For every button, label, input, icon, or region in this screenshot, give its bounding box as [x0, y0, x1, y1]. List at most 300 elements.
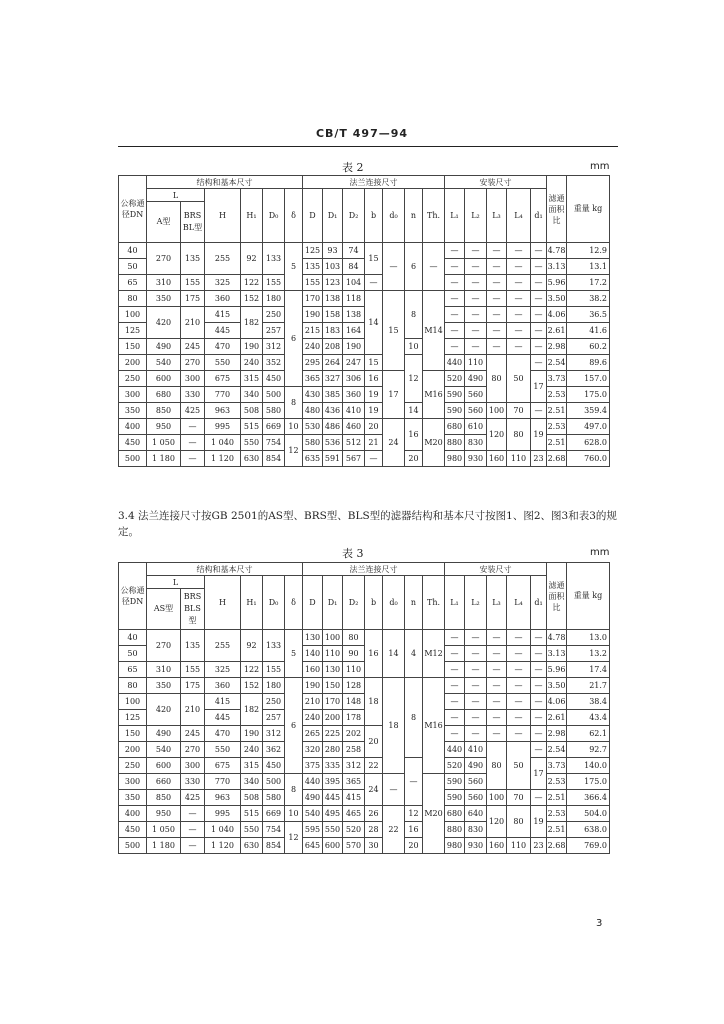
table-cell: 13.2	[567, 646, 610, 662]
table-cell: 950	[147, 419, 181, 435]
table-cell: 3.50	[547, 678, 567, 694]
col-header: L₃	[487, 576, 507, 630]
table2-table	[118, 175, 610, 467]
table-cell: 300	[181, 758, 205, 774]
table-cell: 570	[343, 838, 365, 854]
table-cell: 440	[303, 774, 323, 790]
table-cell: 880	[445, 435, 465, 451]
group-install: 安装尺寸	[445, 176, 547, 189]
table-cell: 590	[445, 403, 465, 419]
table-cell: —	[507, 630, 531, 646]
table-cell: 425	[181, 790, 205, 806]
col-header: b	[365, 189, 383, 243]
table-cell: —	[181, 419, 205, 435]
dn-header: 公称通径DN	[119, 176, 147, 243]
table-cell: 133	[263, 630, 285, 662]
table-cell: 16	[405, 822, 423, 838]
table-cell: 4.06	[547, 694, 567, 710]
table-cell: 680	[445, 419, 465, 435]
l-b-header: BRS BLS型	[181, 589, 205, 630]
table-cell: 2.51	[547, 435, 567, 451]
table-cell: 202	[343, 726, 365, 742]
table-cell: 19	[531, 806, 547, 838]
table-cell: 19	[365, 403, 383, 419]
table-cell: —	[487, 646, 507, 662]
weight-header: 重量 kg	[567, 563, 610, 630]
table-cell: 80	[507, 806, 531, 838]
table-cell: 445	[323, 790, 343, 806]
table-cell: 270	[181, 742, 205, 758]
table-cell: 630	[241, 451, 263, 467]
table-cell: 520	[445, 758, 465, 774]
table-cell: —	[465, 275, 487, 291]
table-cell: 15	[365, 243, 383, 275]
col-header: n	[405, 576, 423, 630]
table-row	[119, 403, 610, 419]
table-cell: 92	[241, 630, 263, 662]
table-cell: 550	[205, 742, 241, 758]
area-header: 滤通面积比	[547, 176, 567, 243]
table-cell: 365	[343, 774, 365, 790]
table-cell: —	[507, 323, 531, 339]
table-cell: —	[531, 291, 547, 307]
table-cell: 40	[119, 630, 147, 646]
table-cell: 138	[343, 307, 365, 323]
table-cell: 16	[365, 630, 383, 678]
table-cell: 15	[383, 291, 405, 371]
table-row	[119, 419, 610, 435]
col-header: L₃	[487, 189, 507, 243]
table-cell: 50	[119, 646, 147, 662]
table-cell: 504.0	[567, 806, 610, 822]
table-cell: 150	[119, 339, 147, 355]
table-cell: 500	[119, 838, 147, 854]
col-header: Th.	[423, 576, 445, 630]
table-cell: 1 040	[205, 435, 241, 451]
table-row	[119, 678, 610, 694]
table-cell: 362	[263, 742, 285, 758]
table-cell: 335	[323, 758, 343, 774]
table-cell: 135	[303, 259, 323, 275]
table-cell: —	[465, 662, 487, 678]
table-cell: 770	[205, 387, 241, 403]
table-cell: 2.61	[547, 710, 567, 726]
table-cell: 550	[323, 822, 343, 838]
table-cell: 1 120	[205, 838, 241, 854]
table-row	[119, 307, 610, 323]
table-cell: —	[487, 291, 507, 307]
table-cell: —	[507, 307, 531, 323]
table-cell: 680	[445, 806, 465, 822]
table-row	[119, 742, 610, 758]
table-cell: 175.0	[567, 774, 610, 790]
l-b-header: BRS BL型	[181, 202, 205, 243]
col-header: d₀	[383, 576, 405, 630]
table-cell: 350	[147, 291, 181, 307]
table-cell: —	[531, 630, 547, 646]
table-cell: —	[531, 662, 547, 678]
table-cell: 13.0	[567, 630, 610, 646]
table-cell: 164	[343, 323, 365, 339]
table-cell: 22	[365, 758, 383, 774]
table-cell: 325	[205, 662, 241, 678]
table-cell: —	[507, 339, 531, 355]
table-cell: 486	[323, 419, 343, 435]
table-cell: —	[487, 339, 507, 355]
table-cell: 182	[241, 307, 263, 339]
table-row	[119, 790, 610, 806]
l-header: L	[147, 576, 205, 589]
table-cell: M20	[423, 419, 445, 467]
table-cell: 680	[147, 387, 181, 403]
table-cell: 590	[445, 774, 465, 790]
col-header: D₀	[263, 189, 285, 243]
table-cell: 3.73	[547, 371, 567, 387]
col-header: D₁	[323, 189, 343, 243]
table2-unit: mm	[590, 161, 610, 172]
table-cell: 19	[531, 419, 547, 451]
table-cell: 995	[205, 806, 241, 822]
table-cell: 100	[119, 307, 147, 323]
table-cell: 250	[263, 307, 285, 323]
table-cell: 24	[383, 419, 405, 467]
table-cell: 350	[147, 678, 181, 694]
table-cell: —	[507, 291, 531, 307]
table-cell: —	[487, 259, 507, 275]
table-cell: 3.73	[547, 758, 567, 774]
table-cell: M20	[423, 774, 445, 854]
table-cell: —	[487, 630, 507, 646]
table-cell: —	[445, 259, 465, 275]
table-cell: —	[445, 678, 465, 694]
col-header: L₁	[445, 189, 465, 243]
table-cell: 315	[241, 371, 263, 387]
table-cell: 497.0	[567, 419, 610, 435]
table-row	[119, 806, 610, 822]
table-cell: 10	[285, 806, 303, 822]
table-cell: 50	[507, 742, 531, 790]
table-cell: 520	[343, 822, 365, 838]
table-cell: 14	[365, 291, 383, 355]
l-a-header: AS型	[147, 589, 181, 630]
table-cell: 17.2	[567, 275, 610, 291]
table-cell: —	[531, 694, 547, 710]
table-cell: 560	[465, 403, 487, 419]
table-cell: 135	[181, 630, 205, 662]
table-cell: —	[487, 275, 507, 291]
table-cell: —	[531, 726, 547, 742]
weight-header: 重量 kg	[567, 176, 610, 243]
table-cell: 536	[323, 435, 343, 451]
table-cell: 300	[119, 774, 147, 790]
table-cell: —	[465, 259, 487, 275]
table-cell: 450	[263, 371, 285, 387]
col-header: Th.	[423, 189, 445, 243]
table-cell: 50	[507, 355, 531, 403]
table-cell: 645	[303, 838, 323, 854]
table-row	[119, 758, 610, 774]
table-cell: 312	[343, 758, 365, 774]
table-cell: 152	[241, 678, 263, 694]
table-cell: —	[465, 323, 487, 339]
table-cell: 850	[147, 790, 181, 806]
table-cell: 257	[263, 710, 285, 726]
table-cell: 190	[303, 678, 323, 694]
col-header: D₀	[263, 576, 285, 630]
table-cell: 240	[303, 710, 323, 726]
table-cell: 15	[365, 355, 383, 371]
table-cell: 628.0	[567, 435, 610, 451]
table-cell: 520	[445, 371, 465, 387]
table-row	[119, 451, 610, 467]
table-cell: 12.9	[567, 243, 610, 259]
table-cell: —	[465, 307, 487, 323]
table-cell: 675	[205, 371, 241, 387]
table-cell: 110	[507, 838, 531, 854]
table-cell: 2.51	[547, 403, 567, 419]
table-cell: 4.78	[547, 630, 567, 646]
table-cell: 12	[285, 435, 303, 467]
table-cell: —	[405, 758, 423, 806]
table-cell: 470	[205, 726, 241, 742]
table-cell: 395	[323, 774, 343, 790]
table-cell: 440	[445, 355, 465, 371]
table-cell: —	[365, 275, 383, 291]
table-cell: 100	[323, 630, 343, 646]
table-cell: 100	[119, 694, 147, 710]
table-cell: 3.13	[547, 259, 567, 275]
table-cell: —	[445, 646, 465, 662]
table-cell: 13.1	[567, 259, 610, 275]
table-cell: 23	[531, 838, 547, 854]
col-header: H₁	[241, 576, 263, 630]
table-cell: 175	[181, 678, 205, 694]
table-cell: 93	[323, 243, 343, 259]
table-cell: 312	[263, 339, 285, 355]
page-number: 3	[596, 918, 603, 929]
table-cell: —	[445, 710, 465, 726]
table-cell: 12	[405, 806, 423, 822]
table-cell: 160	[487, 838, 507, 854]
table-cell: 352	[263, 355, 285, 371]
table-cell: 590	[445, 387, 465, 403]
table-cell: —	[507, 243, 531, 259]
table-cell: —	[531, 742, 547, 758]
table-cell: 38.4	[567, 694, 610, 710]
table-cell: 560	[465, 387, 487, 403]
table-cell: 508	[241, 790, 263, 806]
table-cell: M14	[423, 291, 445, 371]
table-cell: 2.51	[547, 822, 567, 838]
group-install: 安装尺寸	[445, 563, 547, 576]
table-cell: 138	[323, 291, 343, 307]
table-cell: —	[465, 646, 487, 662]
table-cell: 90	[343, 646, 365, 662]
table-cell: —	[445, 694, 465, 710]
table-cell: 410	[465, 742, 487, 758]
table-cell: 560	[465, 790, 487, 806]
document-header: CB/T 497—94	[315, 127, 409, 140]
table-row	[119, 291, 610, 307]
table-cell: 490	[303, 790, 323, 806]
table-cell: 24	[365, 774, 383, 806]
col-header: H	[205, 189, 241, 243]
table-cell: M16	[423, 371, 445, 419]
table-cell: 310	[147, 662, 181, 678]
table-cell: 754	[263, 822, 285, 838]
table-cell: 255	[205, 630, 241, 662]
table-cell: 150	[119, 726, 147, 742]
table-cell: 123	[323, 275, 343, 291]
table-cell: 465	[343, 806, 365, 822]
table-cell: —	[445, 307, 465, 323]
table-cell: 8	[405, 291, 423, 339]
table-cell: 1 180	[147, 838, 181, 854]
table-cell: —	[445, 339, 465, 355]
table-cell: 500	[263, 387, 285, 403]
table-cell: 1 180	[147, 451, 181, 467]
l-header: L	[147, 189, 205, 202]
table-cell: 190	[303, 307, 323, 323]
table-cell: 258	[343, 742, 365, 758]
table-cell: 340	[241, 387, 263, 403]
table-cell: 310	[147, 275, 181, 291]
table-cell: 445	[205, 323, 241, 339]
table-cell: 2.54	[547, 355, 567, 371]
table-cell: 1 120	[205, 451, 241, 467]
table-cell: 140.0	[567, 758, 610, 774]
table-cell: 769.0	[567, 838, 610, 854]
table-cell: 120	[487, 806, 507, 838]
table-cell: 264	[323, 355, 343, 371]
table-cell: —	[507, 694, 531, 710]
table-cell: 8	[285, 387, 303, 419]
col-header: D₂	[343, 576, 365, 630]
table-cell: 295	[303, 355, 323, 371]
table-cell: 3.50	[547, 291, 567, 307]
table2-caption: 表 2	[342, 161, 364, 174]
table-cell: —	[531, 710, 547, 726]
table-cell: 270	[147, 243, 181, 275]
table-cell: 22	[383, 806, 405, 854]
table-row	[119, 726, 610, 742]
table-cell: 415	[343, 790, 365, 806]
table-cell: 118	[343, 291, 365, 307]
table-cell: 830	[465, 822, 487, 838]
table-cell: 425	[181, 403, 205, 419]
table-cell: 65	[119, 275, 147, 291]
table-cell: —	[445, 630, 465, 646]
table-cell: 30	[365, 838, 383, 854]
table-cell: 180	[263, 678, 285, 694]
table-cell: 360	[343, 387, 365, 403]
table-cell: 80	[487, 742, 507, 790]
table-cell: 540	[147, 742, 181, 758]
table-cell: —	[507, 678, 531, 694]
table-cell: 74	[343, 243, 365, 259]
table-cell: —	[507, 275, 531, 291]
table-cell: 122	[241, 275, 263, 291]
table-cell: 70	[507, 790, 531, 806]
table-cell: 125	[119, 710, 147, 726]
table-cell: 92	[241, 243, 263, 275]
table-cell: 17.4	[567, 662, 610, 678]
table-cell: 28	[365, 822, 383, 838]
table-cell: 18	[365, 678, 383, 726]
col-header: L₂	[465, 576, 487, 630]
table-cell: 245	[181, 726, 205, 742]
table-cell: 180	[263, 291, 285, 307]
table-cell: —	[465, 339, 487, 355]
table-cell: 630	[241, 838, 263, 854]
table-cell: 2.54	[547, 742, 567, 758]
table-cell: 2.98	[547, 726, 567, 742]
table-cell: 10	[285, 419, 303, 435]
table-cell: 669	[263, 419, 285, 435]
table-cell: 2.53	[547, 387, 567, 403]
table-cell: 495	[323, 806, 343, 822]
table-cell: —	[383, 243, 405, 291]
table-cell: 70	[507, 403, 531, 419]
table-cell: —	[531, 275, 547, 291]
col-header: L₁	[445, 576, 465, 630]
table-cell: 110	[343, 662, 365, 678]
table-row	[119, 355, 610, 371]
table-cell: 16	[365, 371, 383, 387]
table-cell: 595	[303, 822, 323, 838]
table-cell: 152	[241, 291, 263, 307]
table-cell: 1 040	[205, 822, 241, 838]
table-cell: 359.4	[567, 403, 610, 419]
table-cell: 17	[531, 371, 547, 403]
table-cell: 635	[303, 451, 323, 467]
table-cell: 240	[241, 742, 263, 758]
table-cell: 980	[445, 451, 465, 467]
table-cell: 80	[487, 355, 507, 403]
table-cell: 508	[241, 403, 263, 419]
table-cell: —	[487, 243, 507, 259]
table-cell: 430	[303, 387, 323, 403]
table-cell: 130	[303, 630, 323, 646]
table-cell: 360	[205, 678, 241, 694]
table-cell: 80	[119, 291, 147, 307]
table-cell: 436	[323, 403, 343, 419]
table-row	[119, 243, 610, 259]
table-cell: 330	[181, 387, 205, 403]
table-cell: 315	[241, 758, 263, 774]
table-cell: 6	[405, 243, 423, 291]
table-cell: 175.0	[567, 387, 610, 403]
table-cell: 300	[119, 387, 147, 403]
table-cell: 638.0	[567, 822, 610, 838]
table-cell: 6	[285, 291, 303, 387]
group-flange: 法兰连接尺寸	[303, 176, 445, 189]
table-cell: 669	[263, 806, 285, 822]
table-cell: 62.1	[567, 726, 610, 742]
table-cell: —	[531, 243, 547, 259]
col-header: δ	[285, 189, 303, 243]
table-cell: 567	[343, 451, 365, 467]
table-cell: 170	[303, 291, 323, 307]
table-cell: 5	[285, 630, 303, 678]
table-cell: 850	[147, 403, 181, 419]
table-cell: 410	[343, 403, 365, 419]
table-cell: 760.0	[567, 451, 610, 467]
table-cell: 155	[303, 275, 323, 291]
table-cell: 6	[285, 678, 303, 774]
table-cell: 183	[323, 323, 343, 339]
table-cell: 12	[405, 355, 423, 403]
